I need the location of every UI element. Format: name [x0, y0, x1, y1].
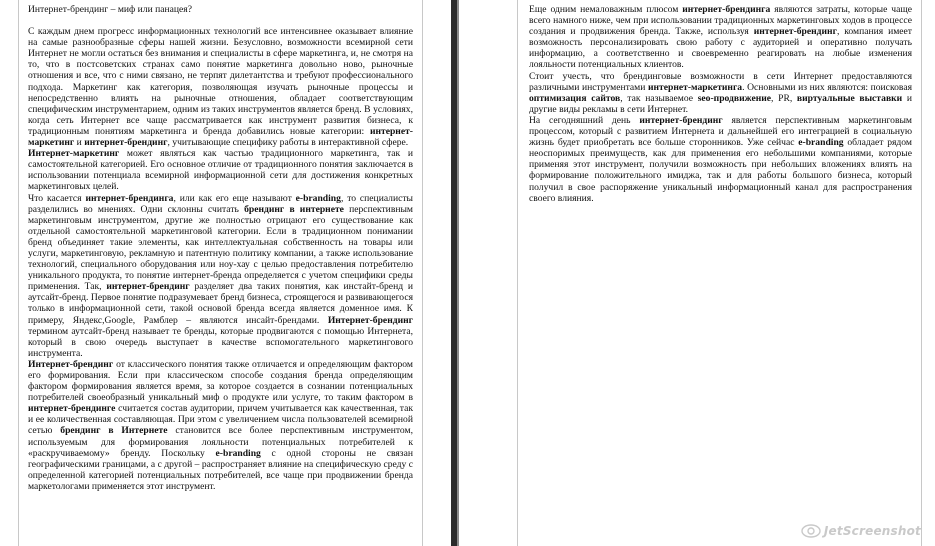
bold-term: интернет-брендинге: [28, 403, 116, 415]
bold-term: виртуальные выставки: [796, 92, 903, 104]
bold-term: Интернет-брендинг: [28, 358, 114, 370]
bold-term: интернет-маркетинга: [647, 81, 743, 93]
text-run: , компания имеет возможность персонализировать свою работу с аудиторией и оперативно получать информацию, а соответственно и своевременно реагировать на любые изменения лояльности потенциальных клиентов.: [529, 26, 912, 71]
bold-term: seo-продвижение: [697, 92, 772, 104]
bold-term: интернет-брендинг: [753, 26, 837, 38]
document-page-left: [18, 0, 423, 546]
jetscreenshot-watermark: [801, 524, 921, 538]
bold-term: интернет-брендинг: [639, 114, 723, 126]
page-divider: [424, 0, 516, 546]
bold-term: брендинг в интернете: [244, 203, 344, 215]
paragraph-7: [529, 115, 912, 204]
bold-term: интернет-маркетинг: [28, 125, 413, 149]
text-run: термином аутсайт-бренд называет те бренды, которые продвигаются с помощью Интернета, который в свою очередь выступает в качестве вспомогательного маркетингового инструмента.: [28, 325, 413, 359]
text-run: становится все более перспективным инструментом, используемым для формирования лояльности потенциальных потребителей к «раскручиваемому» бренду. Поскольку: [28, 425, 413, 459]
paragraph-2: [28, 148, 413, 192]
bold-term: интернет-брендинг: [84, 137, 168, 149]
text-run: Стоит учесть, что брендинговые возможности в сети Интернет предоставляются различными инструментами: [529, 70, 912, 93]
text-run: считается состав аудитории, причем учитывается как качественная, так и ее количественная составляющая. При этом с увеличением числа пользователей всемирной сетью: [28, 403, 413, 437]
paragraph-1: [28, 26, 413, 148]
text-run: с одной стороны не связан географическими границами, а с другой – распространяет влияние на специфическую среду с определенной категорией потенциальных потребителей, все чаще при продвижении бренда маркетологами применяется этот инструмент.: [28, 447, 413, 492]
text-run: перспективным маркетинговым инструментом, другие же полностью отрицают его существование как отдельной самостоятельной маркетинговой категории. Если в традиционном понимании бренд объединяет такие элементы, как интеллектуальная собственность на товары или услуги, маркетинговую, рекламную и патентную политику компании, а также использование технологий, специального оборудования или ноу-хау с целью предоставления потребителю уникального продукта, то понятие интернет-бренда определяется с учетом специфики среды применения. Так,: [28, 203, 413, 293]
bold-term: e-branding: [215, 447, 261, 459]
text-run: , учитывающие специфику работы в интерактивной сфере.: [167, 137, 409, 149]
text-run: разделяет два таких понятия, как инстайт-бренд и аутсайт-бренд. Первое понятие подразумевает бренд бизнеса, строящегося и развивающегося только в информационной сети, такой основой бренда всегда является доменное имя. К примеру, Яндекс,Google, Рамблер – являются инсайт-брендами.: [28, 281, 413, 326]
text-run: Что касается: [28, 192, 86, 204]
text-run: , или как его еще называют: [173, 192, 296, 204]
text-run: и: [74, 137, 85, 149]
paragraph-6: [529, 71, 912, 115]
page-left-text: [28, 4, 413, 544]
text-run: и другие виды рекламы в сети Интернет.: [529, 92, 912, 115]
text-run: обладает рядом неоспоримых преимуществ, как для применения его небольшими компаниями, которые применяя этот инструмент, получили возможность при небольших вложениях влиять на формирование положительного имиджа, так и для работы большого бизнеса, который получил в свое распоряжение уникальный информационный канал для распространения своего влияния.: [529, 137, 912, 204]
bold-term: интернет-брендинга: [85, 192, 174, 204]
document-title: Интернет-брендинг – миф или панацея?: [28, 4, 192, 15]
paragraph-5: [529, 4, 912, 71]
bold-term: брендинг в Интернете: [60, 425, 168, 437]
bold-term: интернет-брендинг: [106, 281, 190, 293]
document-page-right: [517, 0, 922, 546]
paragraph-4: [28, 359, 413, 492]
text-run: от классического понятия также отличается и определяющим фактором его формирования. Если при классическом способе создания бренда определяющим фактором формирования является время, за которое создается в сознании потенциальных потребителей своеобразный уникальный миф о продукте или услуге, то таким фактором в: [28, 358, 413, 404]
paragraph-3: [28, 193, 413, 359]
text-run: , то специалисты разделились во мнениях. Одни склонны считать: [28, 192, 413, 215]
page-right-text: [529, 4, 912, 544]
watermark-text: JetScreenshot: [823, 524, 921, 538]
bold-term: Интернет-брендинг: [327, 314, 413, 326]
bold-term: интернет-брендинга: [682, 4, 771, 15]
bold-term: e-branding: [295, 192, 341, 204]
text-run: , так называемое: [620, 92, 698, 104]
bold-term: Интернет-маркетинг: [28, 148, 120, 160]
text-run: , PR,: [771, 92, 797, 104]
text-run: являются затраты, которые чаще всего намного ниже, чем при использовании традиционных маркетинговых ходов в процессе создания и продвижения бренда. Также, используя: [529, 4, 912, 38]
text-run: может являться как частью традиционного маркетинга, так и самостоятельной категорией. Его основное отличие от традиционного понятия заключается в использовании потенциала всемирной информационной сети для достижения конкретных маркетинговых целей.: [28, 148, 413, 193]
text-run: Еще одним немаловажным плюсом: [529, 4, 683, 15]
bold-term: e-branding: [798, 137, 844, 149]
text-run: С каждым днем прогресс информационных технологий все интенсивнее оказывает влияние на самые разнообразные сферы нашей жизни. Безусловно, возможности всемирной сети Интернет не могли остаться без внимания и специалисты в сфере маркетинга, и, не смотря на то, что в постсоветских странах само понятие маркетинга довольно ново, рыночные отношения и все, что с ними связано, не терпят дилетантства и требуют профессионального подхода. Маркетинг как категория, позволяющая изучать рыночные процессы и непосредственно влиять на рыночные отношения, обладает соответствующим специфическим инструментарием, одним из таких инструментов является бренд. В условиях, когда сеть Интернет все чаще рассматривается как инструмент развития бизнеса, к традиционным понятиям маркетинга и бренда добавились новые категории:: [28, 26, 413, 137]
text-run: . Основными из них являются: поисковая: [742, 81, 912, 93]
text-run: является перспективным маркетинговым процессом, который с развитием Интернета и дальнейшей его интеграцией в социальную жизнь будет приобретать все больше сторонников. Уже сейчас: [529, 114, 912, 149]
text-run: На сегодняшний день: [529, 114, 640, 126]
camera-aperture-icon: [801, 524, 821, 538]
bold-term: оптимизация сайтов: [529, 92, 621, 104]
